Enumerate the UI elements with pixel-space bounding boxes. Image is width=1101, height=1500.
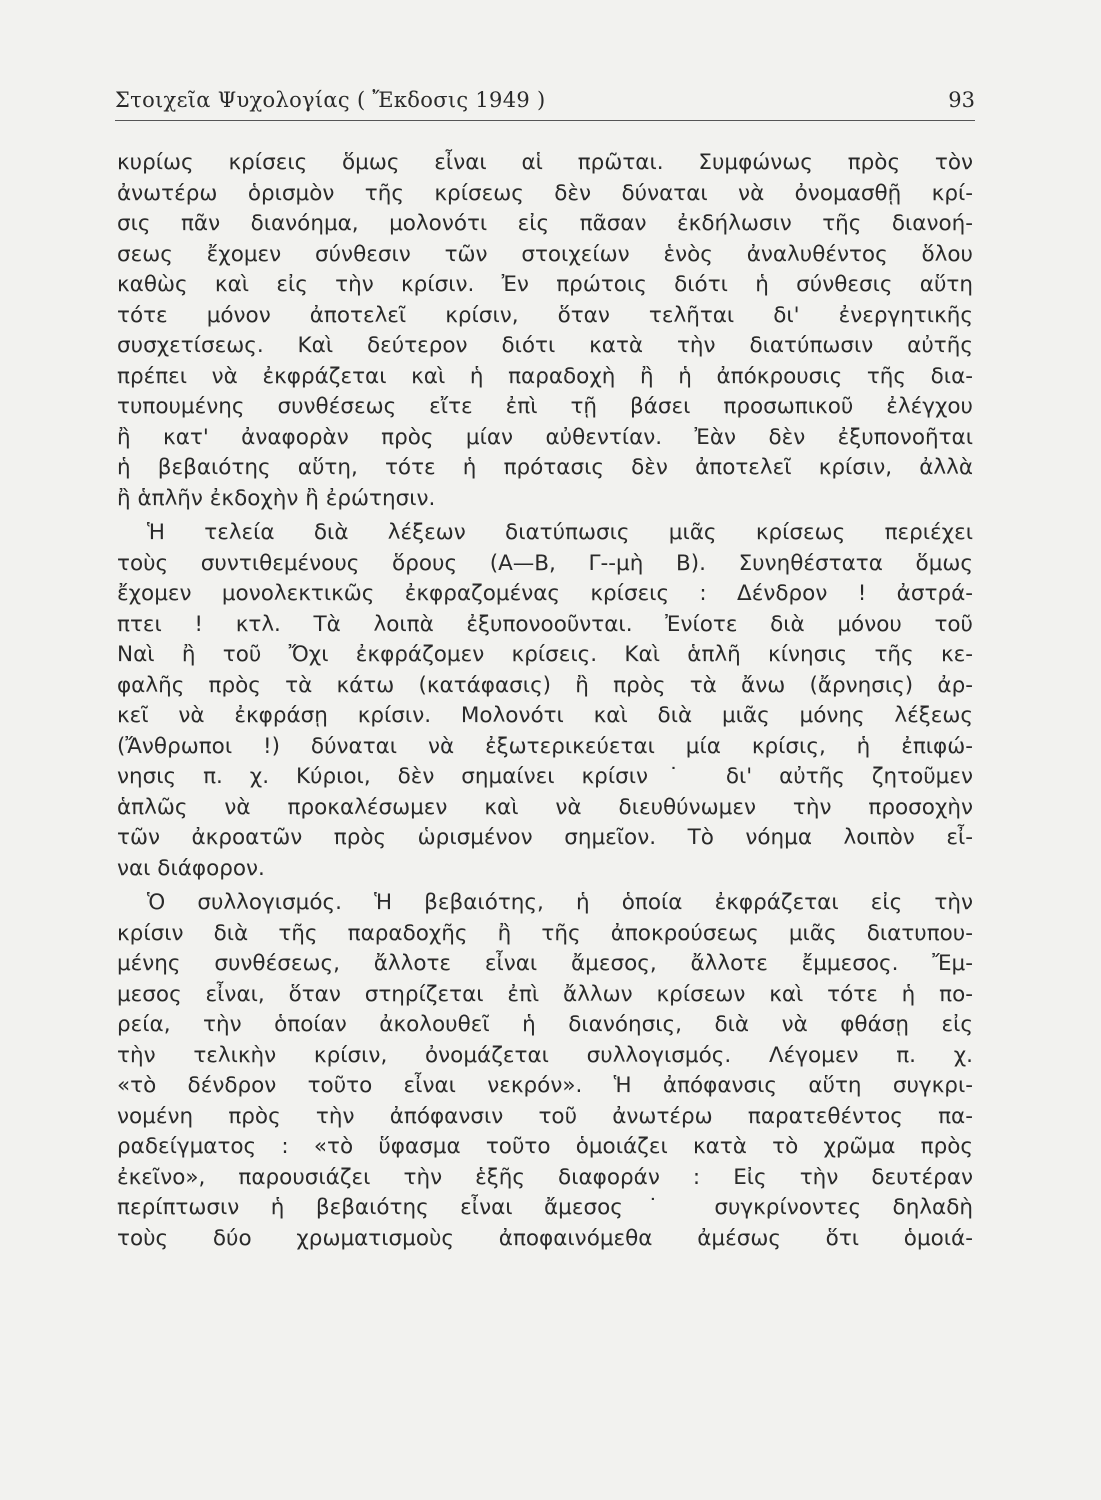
- text-line: ἀνωτέρω ὁρισμὸν τῆς κρίσεως δὲν δύναται νὰ ὀνομασθῇ κρί-: [117, 180, 973, 206]
- text-line: συσχετίσεως. Καὶ δεύτερον διότι κατὰ τὴν διατύπωσιν αὐτῆς: [117, 333, 973, 358]
- text-line: κρίσιν διὰ τῆς παραδοχῆς ἢ τῆς ἀποκρούσεως μιᾶς διατυπου-: [117, 920, 973, 946]
- text-line: σεως ἔχομεν σύνθεσιν τῶν στοιχείων ἑνὸς ἀναλυθέντος ὅλου: [117, 241, 973, 267]
- text-line: ἢ ἁπλῆν ἐκδοχὴν ἢ ἐρώτησιν.: [117, 485, 436, 511]
- text-line: περίπτωσιν ἡ βεβαιότης εἶναι ἄμεσος˙ συγκρίνοντες δηλαδὴ: [117, 1195, 973, 1220]
- text-line: σις πᾶν διανόημα, μολονότι εἰς πᾶσαν ἐκδήλωσιν τῆς διανοή-: [117, 211, 973, 236]
- text-line: κυρίως κρίσεις ὅμως εἶναι αἱ πρῶται. Συμφώνως πρὸς τὸν: [117, 150, 973, 175]
- text-line: ραδείγματος : «τὸ ὕφασμα τοῦτο ὁμοιάζει κατὰ τὸ χρῶμα πρὸς: [117, 1134, 973, 1159]
- text-line: ρεία, τὴν ὁποίαν ἀκολουθεῖ ἡ διανόησις, διὰ νὰ φθάσῃ εἰς: [117, 1012, 973, 1037]
- text-line: νομένη πρὸς τὴν ἀπόφανσιν τοῦ ἀνωτέρω παρατεθέντος πα-: [117, 1103, 973, 1129]
- text-line: τοὺς δύο χρωματισμοὺς ἀποφαινόμεθα ἀμέσως ὅτι ὁμοιά-: [117, 1225, 973, 1251]
- paragraph-3: [117, 888, 973, 1254]
- text-line: τῶν ἀκροατῶν πρὸς ὡρισμένον σημεῖον. Τὸ νόημα λοιπὸν εἶ-: [117, 825, 973, 850]
- text-line: ἁπλῶς νὰ προκαλέσωμεν καὶ νὰ διευθύνωμεν τὴν προσοχὴν: [117, 794, 973, 820]
- text-line: Ὁ συλλογισμός. Ἡ βεβαιότης, ἡ ὁποία ἐκφράζεται εἰς τὴν: [147, 890, 973, 915]
- header-rule: [115, 120, 975, 121]
- text-line: μεσος εἶναι, ὅταν στηρίζεται ἐπὶ ἄλλων κρίσεων καὶ τότε ἡ πο-: [117, 981, 973, 1007]
- text-line: ἐκεῖνο», παρουσιάζει τὴν ἑξῆς διαφοράν : Εἰς τὴν δευτέραν: [117, 1164, 973, 1190]
- text-line: τότε μόνον ἀποτελεῖ κρίσιν, ὅταν τελῆται δι' ἐνεργητικῆς: [117, 302, 973, 328]
- page-header: [115, 82, 975, 116]
- text-line: ἡ βεβαιότης αὕτη, τότε ἡ πρότασις δὲν ἀποτελεῖ κρίσιν, ἀλλὰ: [117, 455, 973, 480]
- text-line: κεῖ νὰ ἐκφράσῃ κρίσιν. Μολονότι καὶ διὰ μιᾶς μόνης λέξεως: [117, 703, 973, 728]
- text-line: τοὺς συντιθεμένους ὅρους (Α—Β, Γ--μὴ Β). Συνηθέστατα ὅμως: [117, 550, 973, 576]
- text-line: φαλῆς πρὸς τὰ κάτω (κατάφασις) ἢ πρὸς τὰ ἄνω (ἄρνησις) ἀρ-: [117, 672, 973, 698]
- text-line: Ναὶ ἢ τοῦ Ὄχι ἐκφράζομεν κρίσεις. Καὶ ἁπλῆ κίνησις τῆς κε-: [117, 642, 973, 667]
- text-line: ἔχομεν μονολεκτικῶς ἐκφραζομένας κρίσεις : Δένδρον ! ἀστρά-: [117, 581, 973, 606]
- page-number: 93: [948, 88, 975, 112]
- text-line: τὴν τελικὴν κρίσιν, ὀνομάζεται συλλογισμός. Λέγομεν π. χ.: [117, 1042, 973, 1068]
- text-line: ναι διάφορον.: [117, 855, 265, 881]
- text-line: Ἡ τελεία διὰ λέξεων διατύπωσις μιᾶς κρίσεως περιέχει: [147, 520, 973, 545]
- text-line: ἢ κατ' ἀναφορὰν πρὸς μίαν αὐθεντίαν. Ἐὰν δὲν ἐξυπονοῆται: [117, 424, 973, 450]
- text-line: «τὸ δένδρον τοῦτο εἶναι νεκρόν». Ἡ ἀπόφανσις αὕτη συγκρι-: [117, 1073, 973, 1098]
- text-line: μένης συνθέσεως, ἄλλοτε εἶναι ἄμεσος, ἄλλοτε ἔμμεσος. Ἔμ-: [117, 951, 973, 976]
- running-head: Στοιχεῖα Ψυχολογίας ( Ἔκδοσις 1949 ): [115, 88, 546, 112]
- text-line: (Ἄνθρωποι !) δύναται νὰ ἐξωτερικεύεται μία κρίσις, ἡ ἐπιφώ-: [117, 733, 973, 759]
- text-line: τυπουμένης συνθέσεως εἴτε ἐπὶ τῇ βάσει προσωπικοῦ ἐλέγχου: [117, 394, 973, 419]
- paragraph-2: [117, 518, 973, 884]
- text-line: νησις π. χ. Κύριοι, δὲν σημαίνει κρίσιν˙ δι' αὐτῆς ζητοῦμεν: [117, 764, 973, 789]
- body-text: [117, 148, 973, 1254]
- paragraph-1: [117, 148, 973, 514]
- text-line: καθὼς καὶ εἰς τὴν κρίσιν. Ἐν πρώτοις διότι ἡ σύνθεσις αὕτη: [117, 272, 973, 297]
- text-line: πρέπει νὰ ἐκφράζεται καὶ ἡ παραδοχὴ ἢ ἡ ἀπόκρουσις τῆς δια-: [117, 363, 973, 389]
- text-line: πτει ! κτλ. Τὰ λοιπὰ ἐξυπονοοῦνται. Ἐνίοτε διὰ μόνου τοῦ: [117, 611, 973, 637]
